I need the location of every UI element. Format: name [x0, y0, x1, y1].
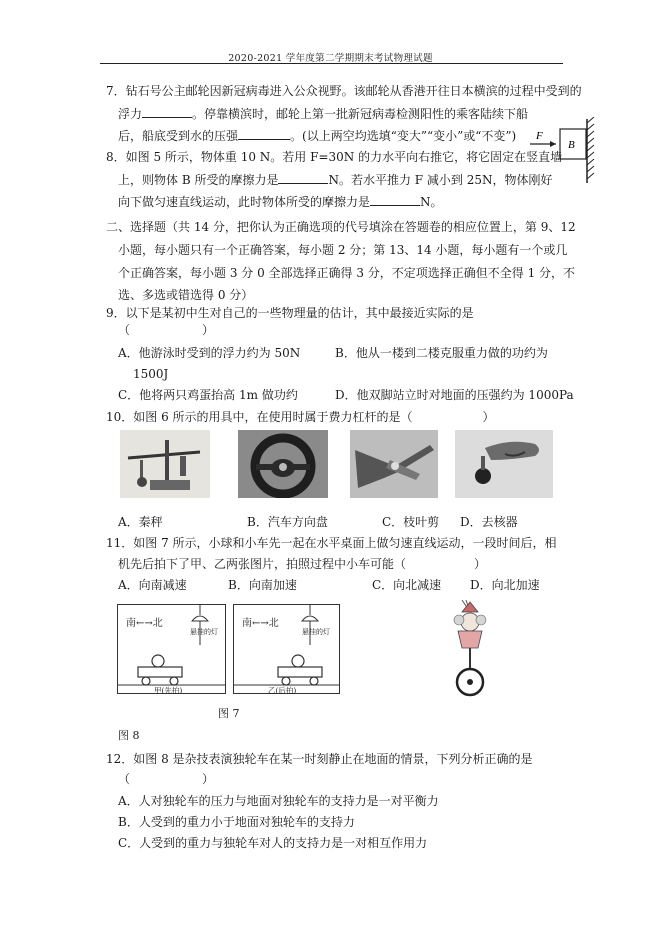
fig7-yi-caption: 乙(后拍)	[268, 686, 297, 695]
q8-line3	[118, 194, 443, 210]
fig7-yi-direction: 南←→北	[242, 618, 279, 629]
q10-option-a: A．秦秤	[118, 515, 163, 529]
header-rule	[100, 63, 563, 64]
q9-paren-close: ）	[202, 323, 215, 337]
q9-option-b: B．他从一楼到二楼克服重力做的功约为	[335, 346, 548, 360]
q10-option-c: C．枝叶剪	[382, 515, 440, 529]
section2-line4: 选、多选或错选得 0 分）	[118, 288, 254, 302]
q11-option-d: D．向北加速	[470, 578, 540, 592]
q8-line3b: N。	[420, 195, 443, 209]
fig7-yi-lamp-label: 悬挂的灯	[302, 628, 330, 636]
q12-option-a: A．人对独轮车的压力与地面对独轮车的支持力是一对平衡力	[118, 794, 439, 808]
q11-option-a: A．向南减速	[118, 578, 187, 592]
fig7-caption: 图 7	[218, 707, 240, 720]
fig8-caption: 图 8	[118, 729, 140, 742]
q8-blank2	[370, 194, 420, 206]
q11-line2	[118, 557, 486, 572]
fig7-jia-direction: 南←→北	[126, 618, 163, 629]
fig7-jia-lamp-label: 悬挂的灯	[190, 628, 218, 636]
q7-line3b: 。(以上两空均选填“变大”“变小”或“不变”)	[290, 129, 517, 143]
page-header: 2020-2021 学年度第二学期期末考试物理试题	[228, 53, 433, 64]
q8-line2b: N。若水平推力 F 减小到 25N，物体刚好	[328, 173, 553, 187]
q12-paren	[118, 772, 214, 787]
q12-paren-close: ）	[202, 772, 215, 786]
q8-line1: 8．如图 5 所示，物体重 10 N。若用 F=30N 的力水平向右推它，将它固定在竖直墙	[106, 150, 563, 164]
q8-line2	[118, 172, 553, 188]
q7-blank2	[238, 128, 290, 140]
q9-option-a: A．他游泳时受到的浮力约为 50N	[118, 346, 301, 360]
q9-option-b-cont: 1500J	[133, 367, 169, 381]
q9-paren	[118, 323, 214, 338]
section2-line3: 个正确答案，每小题 3 分 0 全部选择正确得 3 分，不定项选择正确但不全得 1 分，不	[118, 266, 576, 280]
q12-option-c: C．人受到的重力与独轮车对人的支持力是一对相互作用力	[118, 836, 428, 850]
q7-blank1	[142, 106, 192, 118]
q7-line2b: 。停靠横滨时，邮轮上第一批新冠病毒检测阳性的乘客陆续下船	[192, 107, 529, 121]
q10-option-d: D．去核器	[460, 515, 518, 529]
q8-line2a: 上，则物体 B 所受的摩擦力是	[118, 173, 279, 187]
q7-line3a: 后，船底受到水的压强	[118, 129, 239, 143]
q11-option-c: C．向北减速	[372, 578, 442, 592]
photo-pruning-shears	[350, 430, 438, 498]
q12-option-b: B．人受到的重力小于地面对独轮车的支持力	[118, 815, 355, 829]
section2-line1: 二、选择题（共 14 分，把你认为正确选项的代号填涂在答题卷的相应位置上，第 9、12	[106, 220, 576, 234]
q7-line1: 7．钻石号公主邮轮因新冠病毒进入公众视野。该邮轮从香港开往日本横滨的过程中受到的	[106, 84, 582, 98]
q9-option-c: C．他将两只鸡蛋抬高 1m 做功约	[118, 388, 298, 402]
q11-line2-text: 机先后拍下了甲、乙两张图片，拍照过程中小车可能（	[118, 557, 407, 571]
fig7-panel-jia	[117, 604, 226, 694]
q10-stem-text: 10．如图 6 所示的用具中，在使用时属于费力杠杆的是（	[106, 410, 413, 424]
q8-blank1	[278, 172, 328, 184]
q9-stem: 9．以下是某初中生对自己的一些物理量的估计，其中最接近实际的是	[106, 306, 474, 320]
q7-line2a: 浮力	[118, 107, 143, 121]
q11-option-b: B．向南加速	[228, 578, 297, 592]
q9-option-d: D．他双脚站立时对地面的压强约为 1000Pa	[335, 388, 574, 402]
section2-line2: 小题，每小题只有一个正确答案，每小题 2 分；第 13、14 小题，每小题有一个或几	[118, 243, 568, 257]
q11-paren-close: ）	[474, 557, 487, 571]
q10-stem	[106, 410, 495, 425]
fig5-force-label: F	[536, 130, 543, 142]
q12-stem: 12．如图 8 是杂技表演独轮车在某一时刻静止在地面的情景，下列分析正确的是	[106, 752, 533, 766]
photo-steelyard	[120, 430, 210, 498]
fig7-jia-caption: 甲(先拍)	[154, 686, 183, 695]
q8-line3a: 向下做匀速直线运动，此时物体所受的摩擦力是	[118, 195, 371, 209]
q10-paren-close: ）	[482, 410, 495, 424]
photo-fruit-corer	[455, 430, 553, 498]
q12-paren-open: （	[118, 772, 131, 786]
fig5-block-label: B	[568, 139, 575, 151]
q11-line1: 11．如图 7 所示，小球和小车先一起在水平桌面上做匀速直线运动，一段时间后，相	[106, 536, 557, 550]
q9-paren-open: （	[118, 323, 131, 337]
fig8-unicycle-clown	[440, 600, 510, 700]
photo-steering-wheel	[238, 430, 328, 498]
q7-line2	[118, 106, 528, 122]
q7-line3	[118, 128, 516, 144]
fig7-panel-yi	[233, 604, 340, 694]
q10-option-b: B．汽车方向盘	[247, 515, 328, 529]
